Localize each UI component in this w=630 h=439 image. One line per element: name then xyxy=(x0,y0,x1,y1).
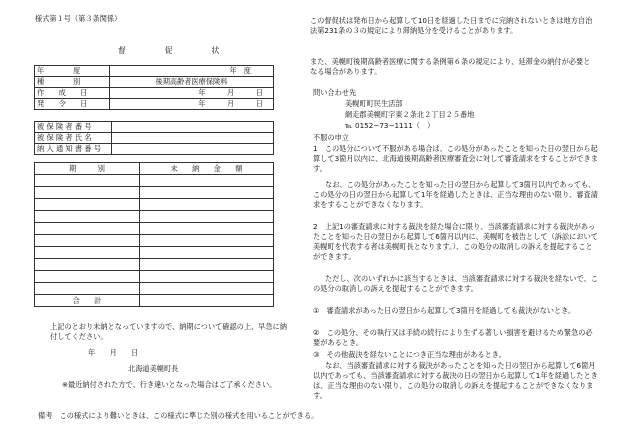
amount-cell xyxy=(140,235,274,247)
issue-date: 年 月 日 xyxy=(88,348,139,357)
table-row xyxy=(35,211,274,223)
insured-person-table xyxy=(34,121,274,155)
period-cell xyxy=(35,187,140,199)
period-cell xyxy=(35,223,140,235)
table-row xyxy=(35,77,274,88)
apology-note: ※最近納付された方で、行き違いとなった場合はご了承ください。 xyxy=(62,380,277,389)
row-label: 作 成 日 xyxy=(35,88,110,99)
table-row xyxy=(35,283,274,295)
contact-dept: 美幌町町民生活部 xyxy=(345,99,403,108)
amount-cell xyxy=(140,283,274,295)
total-label: 合 計 xyxy=(35,295,140,307)
contact-address: 網走郡美幌町字東２条北２丁目２５番地 xyxy=(345,110,475,119)
table-row xyxy=(35,163,274,175)
summary-table xyxy=(34,65,274,110)
appeal-2: 2 上記1の審査請求に対する裁決を経た場合に限り、当該審査請求に対する裁決があったことを知った日の翌日から起算して6箇月以内に、美幌町を被告として（訴訟において美幌町を代表する者は美幌町長となります。）、この処分の取消しの訴えを提起することができます。 xyxy=(313,222,598,261)
amount-cell xyxy=(140,223,274,235)
notice-number-cell[interactable] xyxy=(112,144,274,155)
table-row xyxy=(35,271,274,283)
amount-cell xyxy=(140,247,274,259)
table-row xyxy=(35,144,274,155)
period-cell xyxy=(35,259,140,271)
table-row xyxy=(35,259,274,271)
row-value: 年 月 日 xyxy=(110,99,274,110)
row-label: 被 保 険 者 氏 名 xyxy=(35,133,112,144)
right-intro-1: この督促状は発布日から起算して10日を経過した日までに完納されないときは地方自治法第231条の３の規定により滞納処分を受けることがあります。 xyxy=(310,16,593,35)
appeal-title: 不服の申立 xyxy=(313,133,349,142)
table-row xyxy=(35,99,274,110)
row-value: 年 月 日 xyxy=(110,88,274,99)
appeal-final: なお、当該審査請求に対する裁決があったことを知った日の翌日から起算して6箇月以内であっても、当該審査請求に対する裁決の日の翌日から起算して1年を経過したときは、正当な理由のない限り、この処分の取消しの訴えを提起することができなくなります。 xyxy=(313,361,598,400)
right-intro-2: また、美幌町後期高齢者医療に関する条例第６条の規定により、延滞金の納付が必要となる場合があります。 xyxy=(310,57,591,76)
table-row xyxy=(35,175,274,187)
table-row xyxy=(35,295,274,307)
form-number: 様式第１号（第３条関係） xyxy=(35,14,122,23)
period-cell xyxy=(35,175,140,187)
amount-cell xyxy=(140,187,274,199)
arrears-table xyxy=(34,162,274,307)
row-label: 年 度 xyxy=(35,66,110,77)
period-cell xyxy=(35,247,140,259)
table-row xyxy=(35,66,274,77)
row-label: 納 入 通 知 書 番 号 xyxy=(35,144,112,155)
table-row xyxy=(35,199,274,211)
period-cell xyxy=(35,211,140,223)
appeal-1b: なお、この処分があったことを知った日の翌日から起算して3箇月以内であっても、この処分の日の翌日から起算して1年を経過したときは、正当な理由のない限り、審査請求をすることができなくなります。 xyxy=(313,180,598,209)
document-title: 督 促 状 xyxy=(118,46,220,55)
appeal-item-1: ① 審査請求があった日の翌日から起算して3箇月を経過しても裁決がないとき。 xyxy=(313,306,576,315)
contact-tel: ℡ 0152−73−1111（ ） xyxy=(345,121,435,130)
period-header: 期 別 xyxy=(35,163,140,175)
row-value: 年 度 xyxy=(110,66,274,77)
table-row xyxy=(35,122,274,133)
table-row xyxy=(35,235,274,247)
period-cell xyxy=(35,235,140,247)
row-value: 後期高齢者医療保険料 xyxy=(110,77,274,88)
notice-text: 上記のとおり未納となっていますので、納期について確認の上、早急に納付してください。 xyxy=(50,322,287,341)
amount-cell xyxy=(140,259,274,271)
period-cell xyxy=(35,271,140,283)
table-row xyxy=(35,223,274,235)
table-row xyxy=(35,187,274,199)
table-row xyxy=(35,88,274,99)
row-label: 被 保 険 者 番 号 xyxy=(35,122,112,133)
row-label: 発 令 日 xyxy=(35,99,110,110)
total-amount-cell xyxy=(140,295,274,307)
contact-title: 問い合わせ先 xyxy=(313,88,357,97)
mayor-name: 北海道美幌町長 xyxy=(128,364,179,373)
amount-cell xyxy=(140,175,274,187)
appeal-item-3: ③ その他裁決を経ないことにつき正当な理由があるとき。 xyxy=(313,350,506,359)
amount-cell xyxy=(140,271,274,283)
insured-number-cell[interactable] xyxy=(112,122,274,133)
amount-cell xyxy=(140,199,274,211)
amount-cell xyxy=(140,211,274,223)
row-label: 種 別 xyxy=(35,77,110,88)
appeal-item-2: ② この処分、その執行又は手続の続行により生ずる著しい損害を避けるため緊急の必要があるとき。 xyxy=(313,328,593,347)
period-cell xyxy=(35,283,140,295)
remark: 備考 この様式により難いときは、この様式に準じた別の様式を用いることができる。 xyxy=(38,411,319,420)
amount-header: 未 納 金 額 xyxy=(140,163,274,175)
table-row xyxy=(35,133,274,144)
appeal-2b: ただし、次のいずれかに該当するときは、当該審査請求に対する裁決を経ないで、この処分の取消しの訴えを提起することができます。 xyxy=(313,274,598,293)
insured-name-cell[interactable] xyxy=(112,133,274,144)
period-cell xyxy=(35,199,140,211)
table-row xyxy=(35,247,274,259)
appeal-1: 1 この処分について不服がある場合は、この処分があったことを知った日の翌日から起算して3箇月以内に、北海道後期高齢者医療審査会に対して審査請求をすることができます。 xyxy=(313,144,598,173)
